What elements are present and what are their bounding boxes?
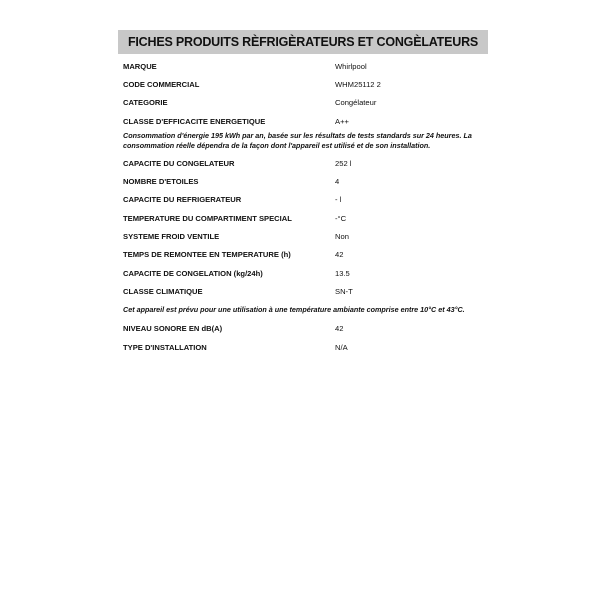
spec-row-niveau-sonore (123, 320, 493, 338)
spec-value: Non (335, 232, 349, 242)
spec-value: SN-T (335, 286, 353, 296)
spec-value: Whirlpool (335, 61, 367, 71)
spec-row-type-installation (123, 338, 493, 356)
spec-value: 4 (335, 177, 340, 187)
header-bar (118, 30, 488, 54)
spec-value: - l (335, 195, 342, 205)
spec-row-capacite-congelation (123, 264, 493, 282)
spec-value: 42 (335, 250, 344, 260)
spec-label: NIVEAU SONORE EN dB(A) (123, 324, 223, 334)
spec-value: 252 l (335, 158, 352, 168)
spec-row-nombre-etoiles (123, 172, 493, 190)
spec-label: TEMPS DE REMONTEE EN TEMPERATURE (h) (123, 250, 291, 260)
spec-row-classe-energetique (123, 112, 493, 130)
energy-note-line-1: Consommation d'énergie 195 kWh par an, basée sur les résultats de tests standards sur 24 heures. La (123, 131, 472, 141)
spec-label: CODE COMMERCIAL (123, 79, 200, 89)
spec-label: CAPACITE DE CONGELATION (kg/24h) (123, 268, 263, 278)
spec-row-froid-ventile (123, 227, 493, 245)
spec-label: SYSTEME FROID VENTILE (123, 232, 220, 242)
spec-value: -°C (335, 213, 347, 223)
spec-value: A++ (335, 116, 349, 126)
spec-value: WHM25112 2 (335, 79, 381, 89)
spec-row-temperature-compartiment (123, 209, 493, 227)
spec-label: CLASSE CLIMATIQUE (123, 286, 203, 296)
spec-label: CATEGORIE (123, 98, 168, 108)
spec-label: NOMBRE D'ETOILES (123, 177, 199, 187)
spec-label: CLASSE D'EFFICACITE ENERGETIQUE (123, 116, 266, 126)
energy-note-line-2: consommation réelle dépendra de la façon dont l'appareil est utilisé et de son installation. (123, 141, 431, 151)
spec-value: 13.5 (335, 268, 350, 278)
page-title: FICHES PRODUITS RÈFRIGÈRATEURS ET CONGÈLATEURS (127, 35, 479, 49)
spec-row-temps-remontee (123, 246, 493, 264)
spec-row-capacite-refrigerateur (123, 191, 493, 209)
spec-value: N/A (335, 342, 348, 352)
spec-value: Congélateur (335, 98, 377, 108)
spec-row-categorie (123, 94, 493, 112)
energy-consumption-note (123, 130, 485, 154)
spec-label: TYPE D'INSTALLATION (123, 342, 207, 352)
spec-row-capacite-congelateur (123, 154, 493, 172)
spec-row-code-commercial (123, 75, 493, 93)
spec-label: CAPACITE DU CONGELATEUR (123, 158, 235, 168)
spec-table (123, 57, 493, 356)
climate-note: Cet appareil est prévu pour une utilisation à une température ambiante comprise entre 10°C et 43°C. (123, 304, 465, 314)
spec-row-classe-climatique (123, 282, 493, 300)
spec-label: MARQUE (123, 61, 157, 71)
spec-label: TEMPERATURE DU COMPARTIMENT SPECIAL (123, 213, 292, 223)
spec-row-marque (123, 57, 493, 75)
spec-label: CAPACITE DU REFRIGERATEUR (123, 195, 242, 205)
spec-value: 42 (335, 324, 344, 334)
